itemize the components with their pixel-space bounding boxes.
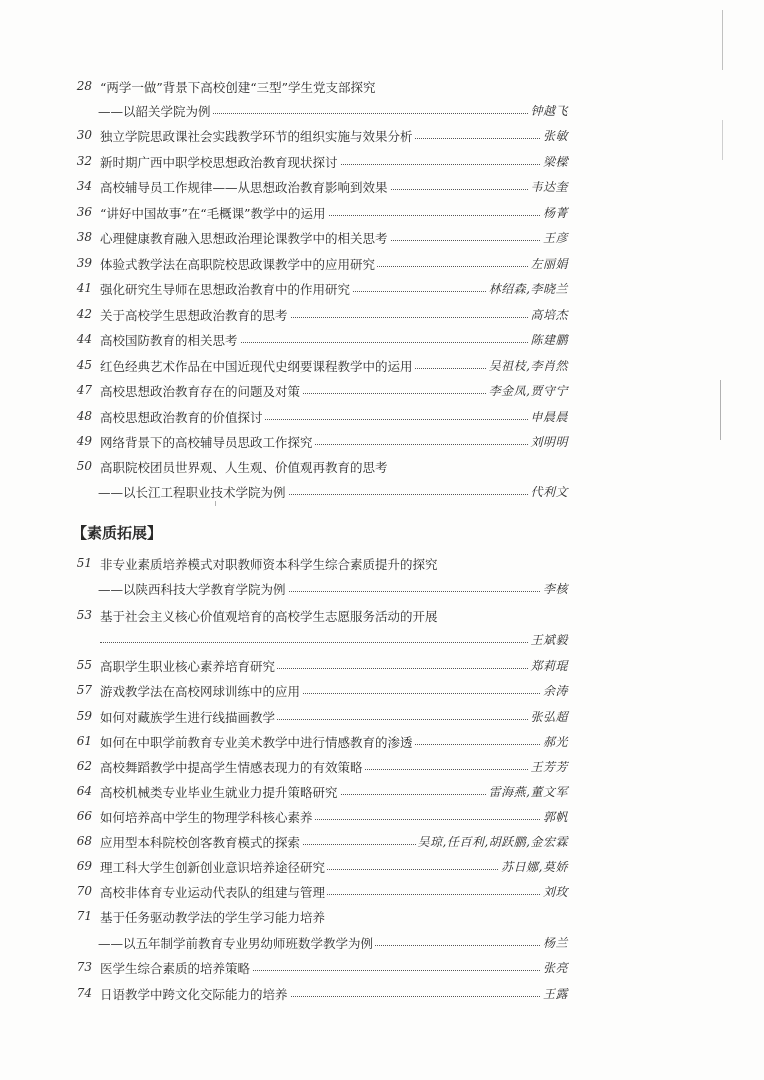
toc-row	[0, 380, 764, 402]
toc-row	[0, 253, 764, 275]
article-author: 苏日娜,莫娇	[501, 860, 568, 874]
page-number: 64	[76, 784, 92, 798]
toc-row	[0, 856, 764, 878]
article-author: 王露	[542, 987, 568, 1001]
article-title: 如何培养高中学生的物理学科核心素养	[100, 810, 313, 825]
toc-row	[0, 553, 764, 575]
article-title: 高校非体育专业运动代表队的组建与管理	[100, 885, 326, 900]
page-number: 39	[76, 256, 92, 270]
article-title: 应用型本科院校创客教育模式的探索	[100, 835, 301, 850]
article-title: 医学生综合素质的培养策略	[100, 961, 251, 976]
article-title: 如何在中职学前教育专业美术教学中进行情感教育的渗透	[100, 735, 413, 750]
toc-row	[0, 983, 764, 1005]
article-author: 张弘超	[530, 710, 568, 724]
toc-row	[0, 100, 764, 122]
article-author: 郭帆	[542, 810, 568, 824]
page-number: 34	[76, 179, 92, 193]
toc-row	[0, 605, 764, 627]
page-number: 62	[76, 759, 92, 773]
article-title: 如何对藏族学生进行线描画教学	[100, 710, 276, 725]
article-author: 高培杰	[530, 308, 568, 322]
section-heading: 【素质拓展】	[72, 524, 163, 542]
article-author: 李核	[542, 582, 568, 596]
article-title: “两学一做”背景下高校创建“三型”学生党支部探究	[100, 80, 376, 95]
article-title: 心理健康教育融入思想政治理论课教学中的相关思考	[100, 231, 388, 246]
article-author: 郝光	[542, 735, 568, 749]
toc-row	[0, 431, 764, 453]
page-number: 51	[76, 556, 92, 570]
article-author: 吴祖枝,李肖然	[488, 359, 568, 373]
article-author: 陈建鹏	[530, 333, 568, 347]
article-author: 王斌毅	[530, 633, 568, 647]
article-author: 梁樑	[542, 155, 568, 169]
toc-row	[0, 176, 764, 198]
article-author: 杨菁	[542, 206, 568, 220]
toc-row	[0, 806, 764, 828]
article-title: 非专业素质培养模式对职教师资本科学生综合素质提升的探究	[100, 557, 438, 572]
article-author: 刘明明	[530, 435, 568, 449]
article-author: 郑莉琨	[530, 659, 568, 673]
article-title: 高职院校团员世界观、人生观、价值观再教育的思考	[100, 460, 388, 475]
article-author: 杨兰	[542, 936, 568, 950]
toc-row	[0, 756, 764, 778]
article-title: 高校思想政治教育的价值探讨	[100, 410, 263, 425]
toc-row	[0, 881, 764, 903]
article-title: 高职学生职业核心素养培育研究	[100, 659, 276, 674]
page-number: 53	[76, 608, 92, 622]
article-subtitle: ——以陕西科技大学教育学院为例	[98, 582, 286, 597]
page-number: 47	[76, 383, 92, 397]
toc-row	[0, 629, 764, 651]
article-title: 红色经典艺术作品在中国近现代史纲要课程教学中的运用	[100, 359, 413, 374]
page-number: 32	[76, 154, 92, 168]
toc-row	[0, 329, 764, 351]
page-number: 73	[76, 960, 92, 974]
article-title: 独立学院思政课社会实践教学环节的组织实施与效果分析	[100, 129, 413, 144]
page-number: 66	[76, 809, 92, 823]
page-number: 36	[76, 205, 92, 219]
toc-row	[0, 655, 764, 677]
page-number: 71	[76, 909, 92, 923]
toc-row	[0, 151, 764, 173]
article-title: 高校国防教育的相关思考	[100, 333, 238, 348]
article-title: 游戏教学法在高校网球训练中的应用	[100, 684, 301, 699]
page-number: 55	[76, 658, 92, 672]
toc-row	[0, 481, 764, 503]
page-number: 74	[76, 986, 92, 1000]
article-title: 基于社会主义核心价值观培育的高校学生志愿服务活动的开展	[100, 609, 438, 624]
page-number: 59	[76, 709, 92, 723]
page-number: 45	[76, 358, 92, 372]
article-title: 高校舞蹈教学中提高学生情感表现力的有效策略	[100, 760, 363, 775]
article-author: 王芳芳	[530, 760, 568, 774]
article-author: 韦达奎	[530, 180, 568, 194]
page-number: 68	[76, 834, 92, 848]
toc-row	[0, 932, 764, 954]
toc-row	[0, 278, 764, 300]
toc-row	[0, 680, 764, 702]
article-title: 强化研究生导师在思想政治教育中的作用研究	[100, 282, 351, 297]
article-title: 日语教学中跨文化交际能力的培养	[100, 987, 288, 1002]
toc-row	[0, 202, 764, 224]
article-author: 李金凤,贾守宁	[488, 384, 568, 398]
article-author: 吴琼,任百利,胡跃鹏,金宏霖	[417, 835, 568, 849]
article-subtitle: ——以五年制学前教育专业男幼师班数学教学为例	[98, 936, 374, 951]
article-title: 基于任务驱动教学法的学生学习能力培养	[100, 910, 326, 925]
toc-row	[0, 355, 764, 377]
article-title: 新时期广西中职学校思想政治教育现状探讨	[100, 155, 338, 170]
page-number: 41	[76, 281, 92, 295]
toc-row	[0, 957, 764, 979]
page-number: 61	[76, 734, 92, 748]
article-author: 张敏	[542, 129, 568, 143]
article-subtitle: ——以长江工程职业技术学院为例	[98, 485, 286, 500]
article-title: 关于高校学生思想政治教育的思考	[100, 308, 288, 323]
page-number: 48	[76, 409, 92, 423]
page-number: 38	[76, 230, 92, 244]
scan-mark	[722, 10, 723, 70]
page-number: 57	[76, 683, 92, 697]
toc-row	[0, 304, 764, 326]
article-author: 代利文	[530, 485, 568, 499]
article-author: 林绍森,李晓兰	[488, 282, 568, 296]
article-title: 高校辅导员工作规律——从思想政治教育影响到效果	[100, 180, 388, 195]
article-title: “讲好中国故事”在“毛概课”教学中的运用	[100, 206, 326, 221]
page-number: 50	[76, 459, 92, 473]
toc-row	[0, 456, 764, 478]
article-author: 钟越飞	[530, 104, 568, 118]
page-number: 44	[76, 332, 92, 346]
page-number: 70	[76, 884, 92, 898]
page-number: 42	[76, 307, 92, 321]
toc-row	[0, 706, 764, 728]
toc-row	[0, 227, 764, 249]
toc-row	[0, 76, 764, 98]
toc-row	[0, 125, 764, 147]
page-number: 49	[76, 434, 92, 448]
scan-mark	[720, 380, 721, 440]
toc-row	[0, 578, 764, 600]
article-author: 雷海燕,董文军	[488, 785, 568, 799]
toc-row	[0, 781, 764, 803]
article-title: 体验式教学法在高职院校思政课教学中的应用研究	[100, 257, 376, 272]
dot-leader	[100, 642, 564, 643]
page-number: 28	[76, 79, 92, 93]
article-title: 网络背景下的高校辅导员思政工作探究	[100, 435, 313, 450]
article-title: 高校思想政治教育存在的问题及对策	[100, 384, 301, 399]
article-author: 余涛	[542, 684, 568, 698]
page-number: 30	[76, 128, 92, 142]
article-author: 申晨晨	[530, 410, 568, 424]
page-number: 69	[76, 859, 92, 873]
toc-row	[0, 731, 764, 753]
article-author: 张亮	[542, 961, 568, 975]
article-author: 左丽娟	[530, 257, 568, 271]
article-subtitle: ——以韶关学院为例	[98, 104, 211, 119]
article-author: 王彦	[542, 231, 568, 245]
toc-row	[0, 406, 764, 428]
toc-row	[0, 831, 764, 853]
toc-row	[0, 906, 764, 928]
article-title: 高校机械类专业毕业生就业力提升策略研究	[100, 785, 338, 800]
article-title: 理工科大学生创新创业意识培养途径研究	[100, 860, 326, 875]
article-author: 刘玫	[542, 885, 568, 899]
scan-mark	[722, 120, 723, 160]
